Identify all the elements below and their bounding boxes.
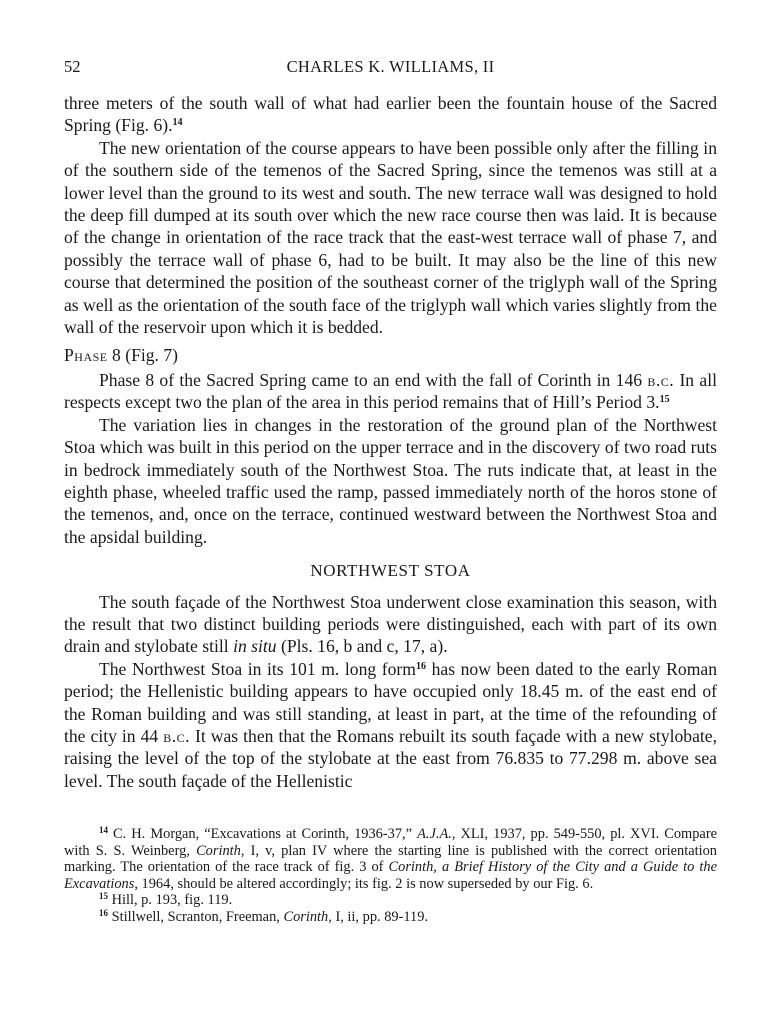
footnote-ref-16[interactable]: 16 (415, 660, 426, 672)
footnote-16: $^{16}$ Stillwell, Scranton, Freeman, Corinth, I, ii, pp. 89-119. (99, 907, 429, 925)
footnotes (64, 826, 717, 926)
paragraph-variation: The variation lies in changes in the restoration of the ground plan of the Northwest Stoa which was built in this period on the upper terrace and in the discovery of two road ruts in bedrock immediately south of the Northwest Stoa. The ruts indicate that, at least in the eighth phase, wheeled traffic used the ramp, passed immediately north of the horos stone of the temenos, and, once on the terrace, continued westward between the Northwest Stoa and the apsidal building. (64, 414, 717, 547)
paragraph-south-facade: The south façade of the Northwest Stoa underwent close examination this season, with the result that two distinct building periods were distinguished, each with part of its own drain and stylobate still in situ (Pls. 16, b and c, 17, a). (64, 591, 717, 657)
main-text (64, 92, 717, 792)
paragraph-new-orientation: The new orientation of the course appears to have been possible only after the filling in of the southern side of the temenos of the Sacred Spring, since the temenos was still at a lower level than the ground to its west and south. The new terrace wall was designed to hold the deep fill dumped at its south over which the new race course then was laid. It is because of the change in orientation of the race track that the east-west terrace wall of phase 7, and possibly the terrace wall of phase 6, had to be built. It may also be the line of this new course that determined the position of the southeast corner of the triglyph wall of the Spring as well as the orientation of the south face of the triglyph wall which varies slightly from the wall of the reservoir upon which it is bedded. (64, 137, 717, 338)
footnote-15: $^{15}$ Hill, p. 193, fig. 119. (99, 891, 233, 909)
footnote-ref-14[interactable]: 14 (172, 117, 183, 129)
paragraph-roman-period: The Northwest Stoa in its 101 m. long form$^{16}$ has now been dated to the early Roman period; the Hellenistic building appears to have occupied only 18.45 m. of the east end of the Roman building and was still standing, at least in part, at the time of the refounding of the city in 44 b.c. It was then that the Romans rebuilt its south façade with a new stylobate, raising the level of the top of the stylobate at the east from 76.835 to 77.298 m. above sea level. The south façade of the Hellenistic (64, 658, 718, 791)
section-heading: NORTHWEST STOA (310, 561, 471, 581)
paragraph-phase-8: Phase 8 of the Sacred Spring came to an end with the fall of Corinth in 146 b.c. In all respects except two the plan of the area in this period remains that of Hill’s Period 3.15 (64, 369, 717, 413)
running-head: CHARLES K. WILLIAMS, II (286, 57, 495, 76)
page-header (64, 57, 717, 81)
paragraph-continued: three meters of the south wall of what had earlier been the fountain house of the Sacred Spring (Fig. 6).$^{14}$ (64, 93, 717, 136)
footnote-ref-15[interactable]: 15 (659, 394, 670, 406)
page-number: 52 (64, 57, 81, 76)
phase-8-heading: Phase 8 (Fig. 7) (64, 345, 178, 366)
footnote-14: $^{14}$ C. H. Morgan, “Excavations at Corinth, 1936-37,” A.J.A., XLI, 1937, pp. 549-550, pl. XVI. Compare with S. S. Weinberg, Corinth, I, v, plan IV where the starting line is published with the correct orientation marking. The orientation of the race track of fig. 3 of Corinth, a Brief History of the City and a Guide to the Excavations, 1964, should be altered accordingly; its fig. 2 is now superseded by our Fig. 6. (64, 825, 718, 892)
